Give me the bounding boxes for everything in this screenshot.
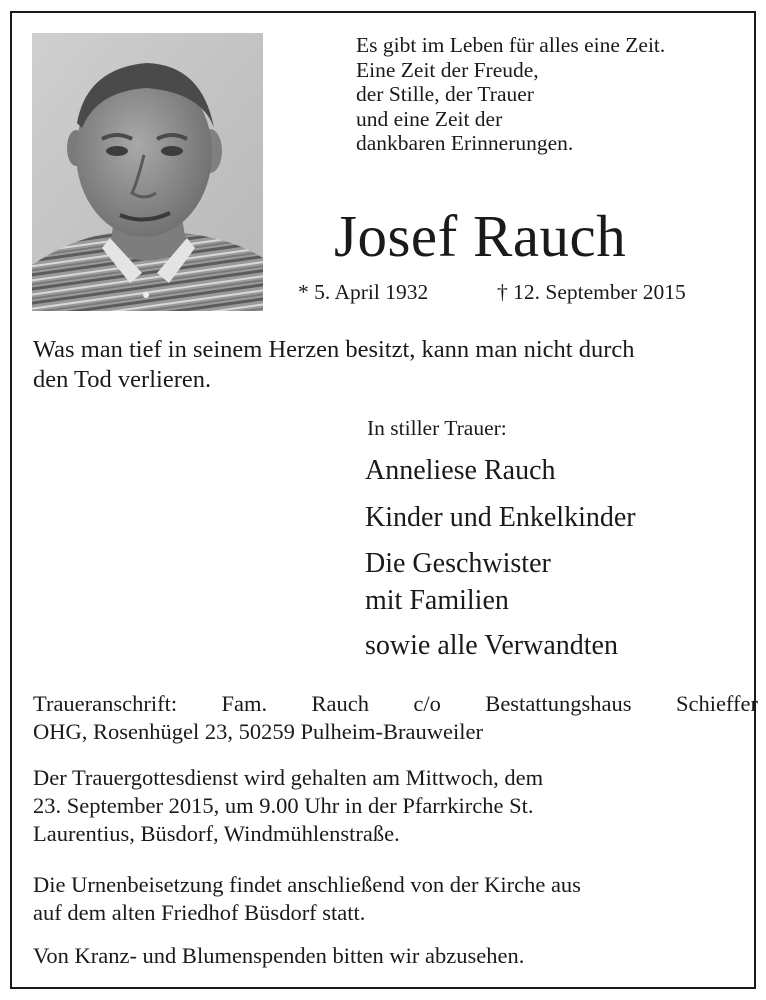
deceased-name: Josef Rauch (334, 203, 627, 269)
urn-line: Die Urnenbeisetzung findet anschließend von der Kirche aus (33, 872, 581, 897)
mourner-name: Anneliese Rauch (365, 455, 556, 486)
saying-line: den Tod verlieren. (33, 366, 212, 393)
service-line: 23. September 2015, um 9.00 Uhr in der Pfarrkirche St. (33, 793, 534, 818)
urn-burial-info (33, 871, 758, 927)
mourner-name: mit Familien (365, 585, 509, 616)
address-line: Traueranschrift: Fam. Rauch c/o Bestattungshaus Schieffer (33, 691, 758, 716)
mourners-intro: In stiller Trauer: (367, 416, 507, 440)
quote-line: Eine Zeit der Freude, (356, 57, 539, 82)
mourner-name: Die Geschwister (365, 548, 551, 579)
mourner-name: sowie alle Verwandten (365, 630, 618, 661)
death-date: † 12. September 2015 (497, 280, 686, 304)
funeral-service-info (33, 764, 758, 848)
urn-line: auf dem alten Friedhof Büsdorf statt. (33, 900, 366, 925)
quote-line: und eine Zeit der (356, 106, 503, 131)
address-line: OHG, Rosenhügel 23, 50259 Pulheim-Brauweiler (33, 719, 483, 744)
saying-line: Was man tief in seinem Herzen besitzt, kann man nicht durch (33, 336, 635, 363)
mourning-address (33, 690, 758, 746)
quote-line: der Stille, der Trauer (356, 82, 534, 106)
quote-line: Es gibt im Leben für alles eine Zeit. (356, 33, 666, 57)
birth-date: * 5. April 1932 (298, 280, 429, 304)
flowers-note (33, 942, 758, 970)
opening-quote (356, 33, 726, 156)
portrait-photo (32, 33, 263, 311)
quote-line: dankbaren Erinnerungen. (356, 131, 574, 155)
service-line: Der Trauergottesdienst wird gehalten am Mittwoch, dem (33, 765, 544, 790)
mourner-name: Kinder und Enkelkinder (365, 502, 636, 533)
flowers-line: Von Kranz- und Blumenspenden bitten wir abzusehen. (33, 943, 525, 968)
service-line: Laurentius, Büsdorf, Windmühlenstraße. (33, 821, 400, 846)
memorial-saying (33, 335, 743, 395)
